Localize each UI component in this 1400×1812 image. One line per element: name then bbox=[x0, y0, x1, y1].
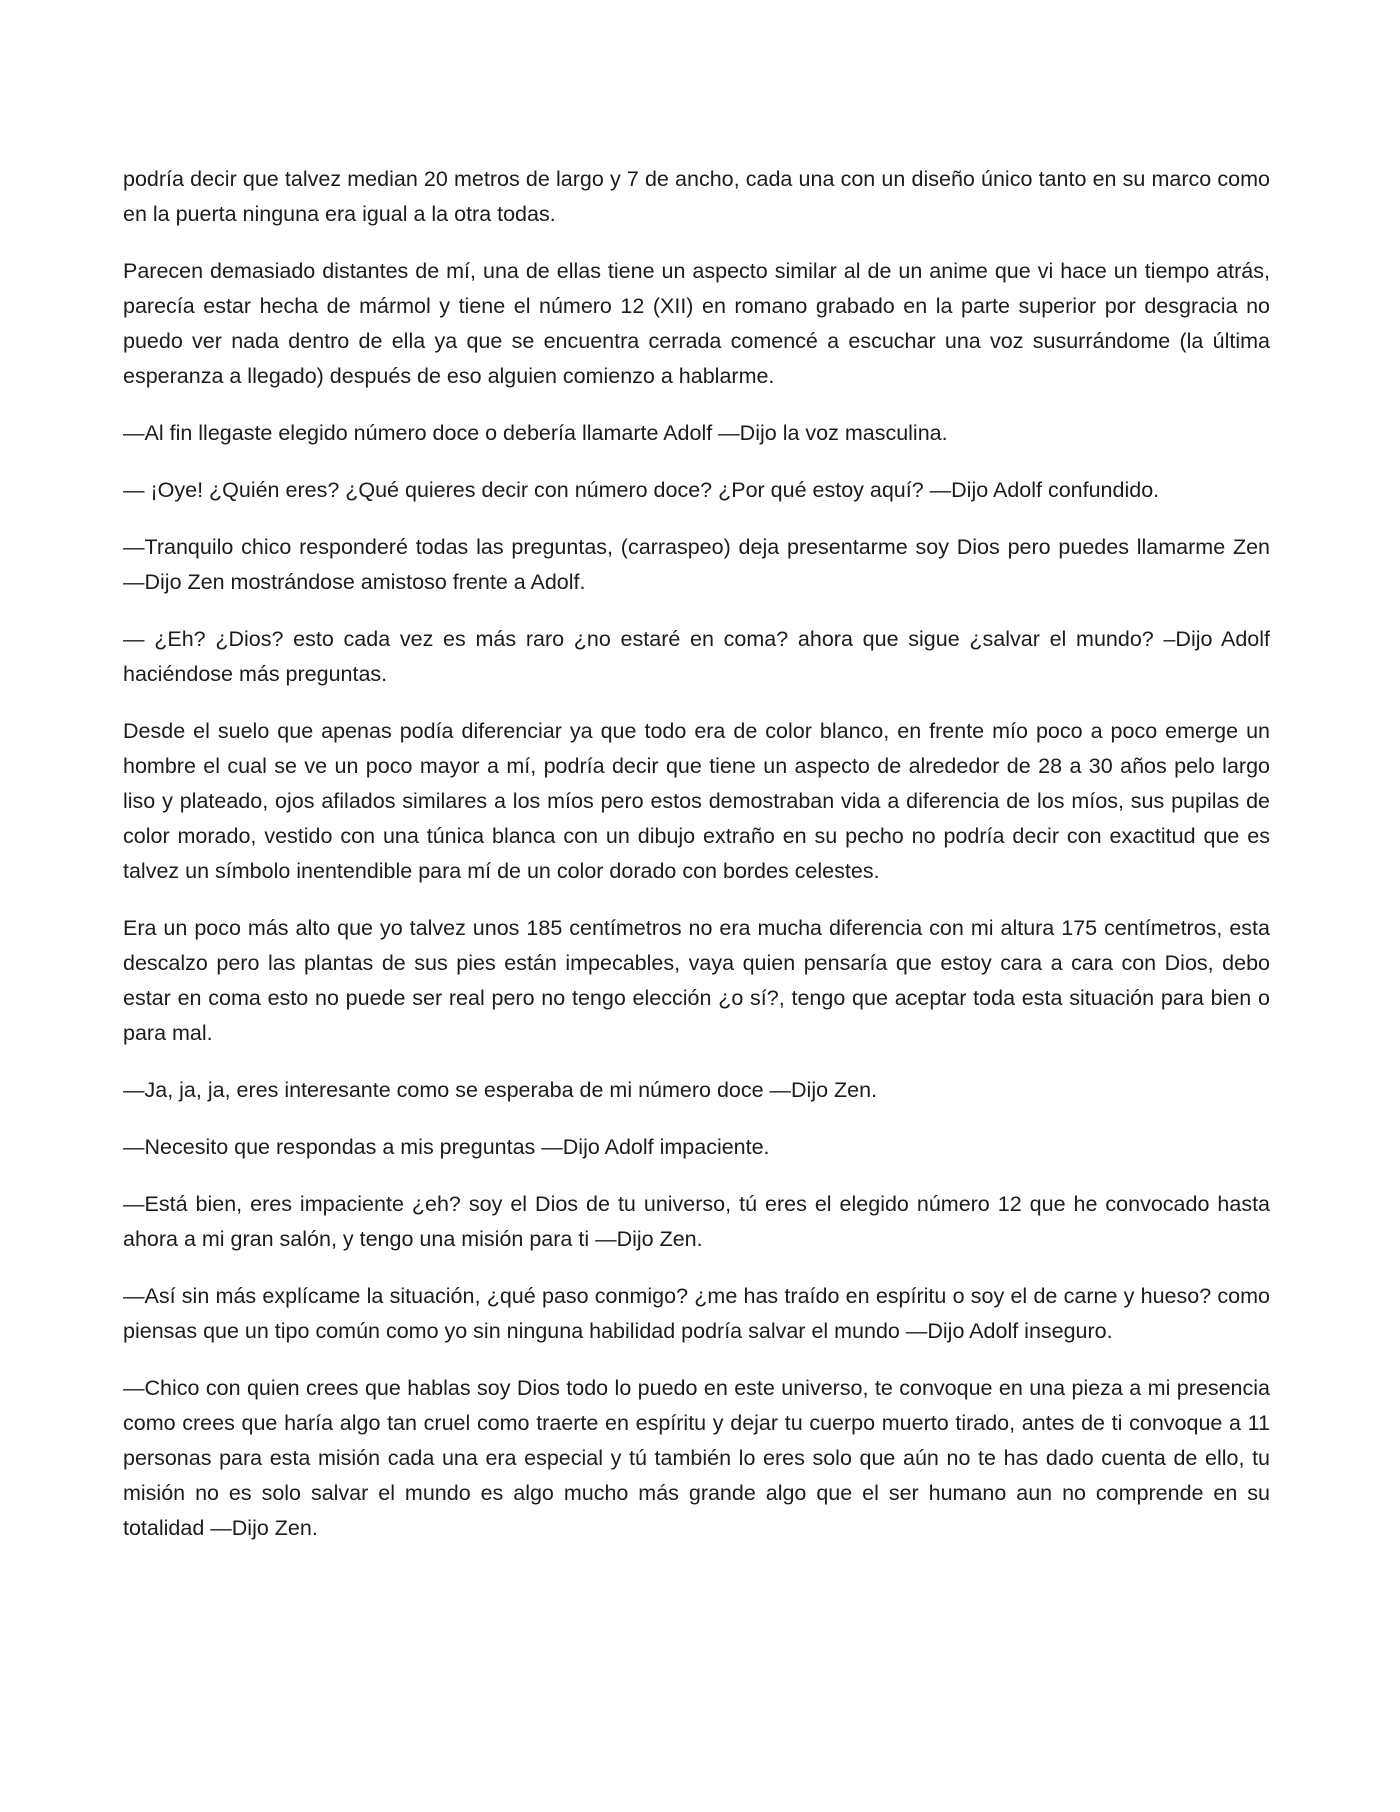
paragraph: — ¿Eh? ¿Dios? esto cada vez es más raro ¿no estaré en coma? ahora que sigue ¿salvar el mundo? –Dijo Adolf haciéndose más preguntas. bbox=[123, 627, 1270, 686]
paragraph: Desde el suelo que apenas podía diferenciar ya que todo era de color blanco, en frente mío poco a poco emerge un hombre el cual se ve un poco mayor a mí, podría decir que tiene un aspecto de alrededor de 28 a 30 años pelo largo liso y plateado, ojos afilados similares a los míos pero estos demostraban vida a diferencia de los míos, sus pupilas de color morado, vestido con una túnica blanca con un dibujo extraño en su pecho no podría decir con exactitud que es talvez un símbolo inentendible para mí de un color dorado con bordes celestes. bbox=[123, 719, 1270, 883]
paragraph: —Así sin más explícame la situación, ¿qué paso conmigo? ¿me has traído en espíritu o soy el de carne y hueso? como piensas que un tipo común como yo sin ninguna habilidad podría salvar el mundo —Dijo Adolf inseguro. bbox=[123, 1284, 1270, 1343]
paragraph: podría decir que talvez median 20 metros de largo y 7 de ancho, cada una con un diseño único tanto en su marco como en la puerta ninguna era igual a la otra todas. bbox=[123, 167, 1270, 226]
paragraph: Parecen demasiado distantes de mí, una de ellas tiene un aspecto similar al de un anime que vi hace un tiempo atrás, parecía estar hecha de mármol y tiene el número 12 (XII) en romano grabado en la parte superior por desgracia no puedo ver nada dentro de ella ya que se encuentra cerrada comencé a escuchar una voz susurrándome (la última esperanza a llegado) después de eso alguien comienzo a hablarme. bbox=[123, 259, 1270, 388]
paragraph: —Ja, ja, ja, eres interesante como se esperaba de mi número doce —Dijo Zen. bbox=[123, 1078, 878, 1102]
paragraph: Era un poco más alto que yo talvez unos 185 centímetros no era mucha diferencia con mi altura 175 centímetros, esta descalzo pero las plantas de sus pies están impecables, vaya quien pensaría que estoy cara a cara con Dios, debo estar en coma esto no puede ser real pero no tengo elección ¿o sí?, tengo que aceptar toda esta situación para bien o para mal. bbox=[123, 916, 1270, 1045]
paragraph: —Chico con quien crees que hablas soy Dios todo lo puedo en este universo, te convoque en una pieza a mi presencia como crees que haría algo tan cruel como traerte en espíritu y dejar tu cuerpo muerto tirado, antes de ti convoque a 11 personas para esta misión cada una era especial y tú también lo eres solo que aún no te has dado cuenta de ello, tu misión no es solo salvar el mundo es algo mucho más grande algo que el ser humano aun no comprende en su totalidad —Dijo Zen. bbox=[123, 1376, 1270, 1540]
paragraph: —Está bien, eres impaciente ¿eh? soy el Dios de tu universo, tú eres el elegido número 12 que he convocado hasta ahora a mi gran salón, y tengo una misión para ti —Dijo Zen. bbox=[123, 1192, 1270, 1251]
paragraph: — ¡Oye! ¿Quién eres? ¿Qué quieres decir con número doce? ¿Por qué estoy aquí? —Dijo Adolf confundido. bbox=[123, 478, 1160, 502]
paragraph: —Tranquilo chico responderé todas las preguntas, (carraspeo) deja presentarme soy Dios pero puedes llamarme Zen —Dijo Zen mostrándose amistoso frente a Adolf. bbox=[123, 535, 1270, 594]
document-body bbox=[123, 162, 1270, 1568]
paragraph: —Al fin llegaste elegido número doce o debería llamarte Adolf —Dijo la voz masculina. bbox=[123, 421, 948, 445]
paragraph: —Necesito que respondas a mis preguntas —Dijo Adolf impaciente. bbox=[123, 1135, 770, 1159]
